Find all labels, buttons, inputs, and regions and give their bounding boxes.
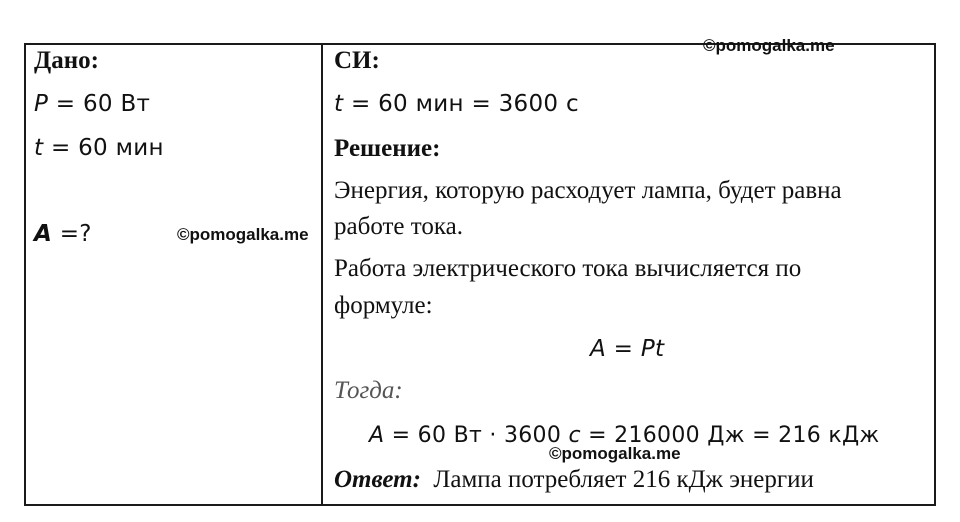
answer-line bbox=[334, 465, 814, 495]
then-label: Тогда: bbox=[334, 377, 403, 404]
formula-a: A bbox=[590, 336, 607, 362]
watermark-top: ©pomogalka.me bbox=[703, 36, 835, 55]
formula bbox=[590, 334, 664, 364]
var-p: P bbox=[34, 91, 49, 117]
answer-label: Ответ: bbox=[334, 466, 421, 493]
var-a: A bbox=[34, 221, 53, 247]
formula-t: t bbox=[655, 336, 665, 362]
watermark-bottom: ©pomogalka.me bbox=[549, 444, 681, 463]
given-time-value: = 60 мин bbox=[43, 135, 164, 161]
given-power-value: = 60 Вт bbox=[48, 91, 151, 117]
solution-heading: Решение: bbox=[334, 135, 441, 162]
given-heading: Дано: bbox=[34, 47, 99, 74]
watermark-middle: ©pomogalka.me bbox=[177, 225, 309, 244]
formula-eq: = bbox=[606, 336, 641, 362]
given-time bbox=[34, 133, 164, 163]
unknown-work bbox=[34, 219, 92, 249]
si-heading: СИ: bbox=[334, 47, 380, 74]
unknown-work-rest: =? bbox=[52, 221, 92, 247]
answer-text: Лампа потребляет 216 кДж энергии bbox=[433, 466, 814, 493]
var-t: t bbox=[34, 135, 44, 161]
var-t: t bbox=[334, 91, 344, 117]
given-power bbox=[34, 89, 150, 119]
solution-para2-line1: Работа электрического тока вычисляется по bbox=[334, 255, 802, 282]
calc-a: A bbox=[369, 423, 385, 448]
column-divider bbox=[321, 43, 323, 506]
calc-c: c bbox=[568, 423, 581, 448]
solution-para1-line2: работе тока. bbox=[334, 213, 463, 240]
calc-end: = 216000 Дж = 216 кДж bbox=[580, 423, 880, 448]
calc-mid: = 60 Вт · 3600 bbox=[384, 423, 569, 448]
solution-para1-line1: Энергия, которую расходует лампа, будет равна bbox=[334, 177, 842, 204]
formula-p: P bbox=[640, 336, 656, 362]
si-time bbox=[334, 89, 579, 119]
si-time-value: = 60 мин = 3600 с bbox=[343, 91, 579, 117]
solution-para2-line2: формуле: bbox=[334, 292, 433, 319]
